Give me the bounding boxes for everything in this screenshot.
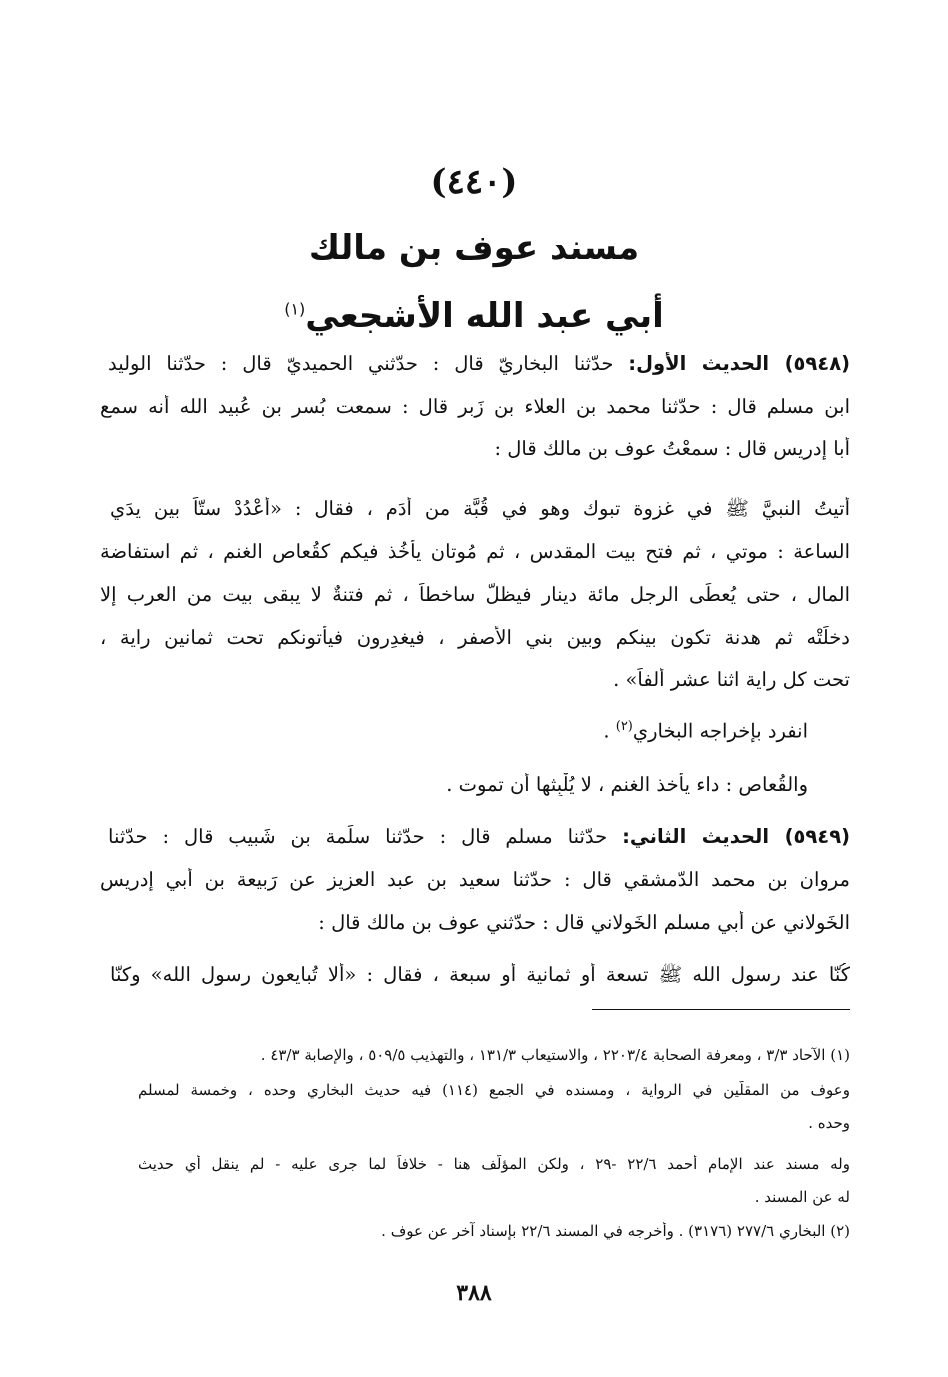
hadith-2-line-3: الخَولاني عن أبي مسلم الخَولاني قال : حدّثني عوف بن مالك قال : bbox=[318, 911, 850, 934]
hadith-1-gloss: والقُعاص : داء يأخذ الغنم ، لا يُلْبِثها أن تموت . bbox=[446, 773, 808, 796]
hadith-1-matn-line-3: المال ، حتى يُعطَى الرجل مائة دينار فيظلُّ ساخطاً ، ثم فتنةٌ لا يبقى بيت من العرب إلا bbox=[100, 583, 850, 606]
hadith-1-line-2: ابن مسلم قال : حدّثنا محمد بن العلاء بن زَبر قال : سمعت بُسر بن عُبيد الله أنه سمع bbox=[100, 395, 850, 418]
footnote-1-line-2: وعوف من المقلّين في الرواية ، ومسنده في الجمع (١١٤) فيه حديث البخاري وحده ، وخمسة لمسلم bbox=[138, 1081, 850, 1099]
footnote-1-line-4: وله مسند عند الإمام أحمد ٢٢/٦ -٢٩ ، ولكن المؤلّف هنا - خلافاً لما جرى عليه - لم ينقل أي حديث bbox=[138, 1155, 850, 1173]
hadith-1-takhrij-text: انفرد بإخراجه البخاري bbox=[632, 719, 808, 743]
hadith-1-matn-line-2: الساعة : موتي ، ثم فتح بيت المقدس ، ثم مُوتان يأخُذ فيكم كقُعاص الغنم ، ثم استفاضة bbox=[100, 540, 850, 563]
hadith-2-line-1-text: حدّثنا مسلم قال : حدّثنا سلَمة بن شَبيب قال : حدّثنا bbox=[108, 825, 608, 848]
chapter-subtitle bbox=[0, 296, 948, 336]
footnote-1-line-5: له عن المسند . bbox=[754, 1188, 850, 1206]
hadith-1-matn-line-1: أتيتُ النبيَّ ﷺ في غزوة تبوك وهو في قُبَّة من أَدَم ، فقال : «أعْدُدْ ستّاً بين يدَي bbox=[110, 497, 850, 520]
hadith-1-line-1-text: حدّثنا البخاريّ قال : حدّثني الحميديّ قال : حدّثنا الوليد bbox=[108, 352, 614, 375]
footnote-2-line-1: (٢) البخاري ٢٧٧/٦ (٣١٧٦) . وأخرجه في المسند ٢٢/٦ بإسناد آخر عن عوف . bbox=[381, 1222, 850, 1240]
hadith-2-matn-line-1: كُنّا عند رسول الله ﷺ تسعة أو ثمانية أو سبعة ، فقال : «ألا تُبايعون رسول الله» وكنّا bbox=[110, 963, 850, 986]
hadith-1-line-1 bbox=[108, 352, 850, 375]
subtitle-text: أبي عبد الله الأشجعي bbox=[305, 296, 664, 336]
chapter-number: (٤٤٠) bbox=[430, 162, 518, 202]
footnote-1-line-1: (١) الآحاد ٣/٣ ، ومعرفة الصحابة ٢٢٠٣/٤ ، والاستيعاب ١٣١/٣ ، والتهذيب ٥٠٩/٥ ، والإصابة ٤٣/٣ . bbox=[260, 1046, 850, 1064]
hadith-1-matn-line-5: تحت كل راية اثنا عشر ألفاً» . bbox=[613, 668, 850, 691]
footnote-ref-1[interactable]: (١) bbox=[284, 299, 306, 319]
hadith-2-line-2: مروان بن محمد الدّمشقي قال : حدّثنا سعيد بن عبد العزيز عن رَبيعة بن أبي إدريس bbox=[100, 868, 850, 891]
footnote-ref-2[interactable]: (٢) bbox=[615, 719, 633, 734]
hadith-1-takhrij bbox=[108, 719, 808, 743]
page-number: ٣٨٨ bbox=[456, 1280, 492, 1306]
chapter-title: مسند عوف بن مالك bbox=[308, 228, 640, 268]
hadith-1-lead: (٥٩٤٨) الحديث الأول: bbox=[628, 352, 850, 375]
hadith-1-line-3: أبا إدريس قال : سمعْتُ عوف بن مالك قال : bbox=[494, 437, 850, 460]
hadith-1-matn-line-4: دخلَتْه ثم هدنة تكون بينكم وبين بني الأصفر ، فيغدِرون فيأتونكم تحت ثمانين راية ، bbox=[100, 626, 850, 649]
footnote-1-line-3: وحده . bbox=[808, 1114, 850, 1132]
hadith-1-takhrij-end: . bbox=[603, 719, 616, 743]
hadith-2-line-1 bbox=[108, 825, 850, 848]
footnote-separator bbox=[592, 1009, 850, 1010]
hadith-2-lead: (٥٩٤٩) الحديث الثاني: bbox=[622, 825, 850, 848]
